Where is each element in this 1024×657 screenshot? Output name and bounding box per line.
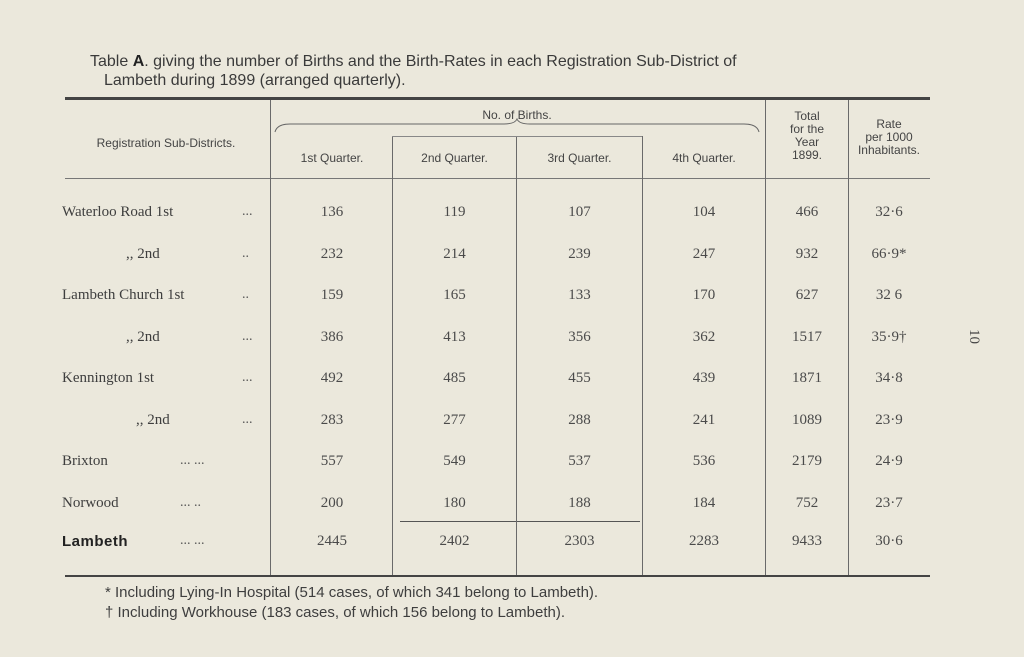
cell-rate: 23·7 [875,494,903,511]
rate-header [849,118,929,157]
total-cell-q2: 2402 [439,533,470,549]
cell-rate: 34·8 [875,370,903,386]
rate-header-line: Inhabitants. [857,143,921,157]
row-leader-dots: ... ... [180,453,205,468]
total-header-line: Total [794,109,820,123]
cell-q2: 277 [443,411,466,428]
rate-header-line: per 1000 [865,130,913,144]
cell-q4: 362 [692,328,716,345]
cell-q4: 241 [692,411,716,428]
cell-q4: 247 [692,245,716,262]
cell-total: 752 [795,494,819,511]
cell-q3: 188 [568,494,591,511]
row-district-name: Waterloo Road 1st [62,204,174,220]
cell-q3: 288 [568,411,591,428]
total-row-top-rule [400,521,640,522]
cell-q2: 549 [443,453,466,469]
total-cell-total: 9433 [792,533,822,549]
cell-q3: 356 [568,328,591,345]
header-bottom-rule [65,178,930,179]
row-district-name: ,, 2nd [126,245,160,262]
cell-q4: 439 [692,370,716,386]
cell-q2: 180 [443,494,466,511]
quarter-header-rule [392,136,642,137]
total-header-line: for the [789,122,825,136]
caption-line-2: Lambeth during 1899 (arranged quarterly). [104,72,406,89]
row-district-name: ,, 2nd [136,411,170,428]
row-leader-dots: ... [242,411,253,427]
row-leader-dots: ... [242,328,253,344]
total-cell-q4: 2283 [689,533,719,549]
row-district-name: Brixton [62,453,108,469]
row-leader-dots: ... [242,204,253,219]
row-leader-dots: .. [242,245,249,261]
cell-total: 1089 [792,411,822,428]
cell-rate: 66·9* [871,245,907,262]
cell-q3: 537 [568,453,591,469]
cell-rate: 23·9 [875,411,903,428]
rate-header-line: Rate [876,117,902,131]
cell-q1: 136 [320,204,344,220]
cell-q1: 283 [320,411,344,428]
row-district-name: Kennington 1st [62,370,155,386]
row-leader-dots: ... .. [180,494,201,510]
table-caption [90,52,950,90]
cell-q2: 413 [443,328,466,345]
total-cell-q3: 2303 [564,533,595,549]
q3-header: 3rd Quarter. [547,151,612,165]
cell-rate: 35·9† [871,328,907,345]
q2-header: 2nd Quarter. [421,151,488,165]
cell-q1: 492 [320,370,344,386]
caption-line-1: . giving the number of Births and the Birth-Rates in each Registration Sub-District of [144,53,737,70]
row-leader-dots: .. [242,287,249,302]
cell-q1: 386 [320,328,344,345]
row-district-name: Lambeth Church 1st [62,287,185,303]
cell-q2: 165 [443,287,466,303]
cell-total: 1871 [792,370,822,386]
cell-total: 1517 [792,328,822,345]
cell-q2: 214 [443,245,466,262]
cell-q4: 170 [692,287,716,303]
cell-q3: 239 [568,245,591,262]
total-cell-rate: 30·6 [875,533,903,549]
cell-total: 2179 [792,453,822,469]
cell-rate: 24·9 [875,453,903,469]
column-divider [270,100,271,575]
cell-q1: 557 [320,453,344,469]
cell-q2: 485 [443,370,466,386]
births-group-header: No. of Births. [482,108,552,122]
cell-q3: 455 [568,370,591,386]
row-district-name: ,, 2nd [126,328,160,345]
cell-total: 627 [795,287,819,303]
total-header-line: 1899. [791,148,823,162]
cell-q1: 200 [320,494,344,511]
caption-prefix: Table [90,53,129,70]
total-cell-q1: 2445 [317,533,347,549]
cell-q2: 119 [443,204,466,220]
bottom-rule [65,575,930,577]
cell-q4: 536 [692,453,716,469]
total-header-line: Year [794,135,820,149]
cell-total: 466 [795,204,819,220]
births-group-brace [272,118,762,134]
page-number: 10 [966,329,982,344]
cell-q3: 133 [568,287,591,303]
row-district-name: Norwood [62,494,119,511]
total-row-name: Lambeth [62,533,129,550]
cell-q1: 159 [320,287,344,303]
footnote-dagger: † Including Workhouse (183 cases, of which 156 belong to Lambeth). [105,604,566,621]
q1-header: 1st Quarter. [300,151,364,165]
cell-q4: 104 [692,204,716,220]
cell-rate: 32 6 [875,287,903,303]
top-rule [65,97,930,100]
row-leader-dots: ... [242,370,253,385]
cell-q4: 184 [692,494,716,511]
footnote-star: * Including Lying-In Hospital (514 cases, of which 341 belong to Lambeth). [105,584,599,601]
row-leader-dots: ... ... [180,533,205,548]
cell-q1: 232 [320,245,344,262]
cell-total: 932 [795,245,819,262]
district-header: Registration Sub-Districts. [96,136,236,150]
cell-q3: 107 [568,204,591,220]
total-header [766,110,848,162]
caption-table-id: A [132,53,145,70]
q4-header: 4th Quarter. [672,151,736,165]
cell-rate: 32·6 [875,204,903,220]
